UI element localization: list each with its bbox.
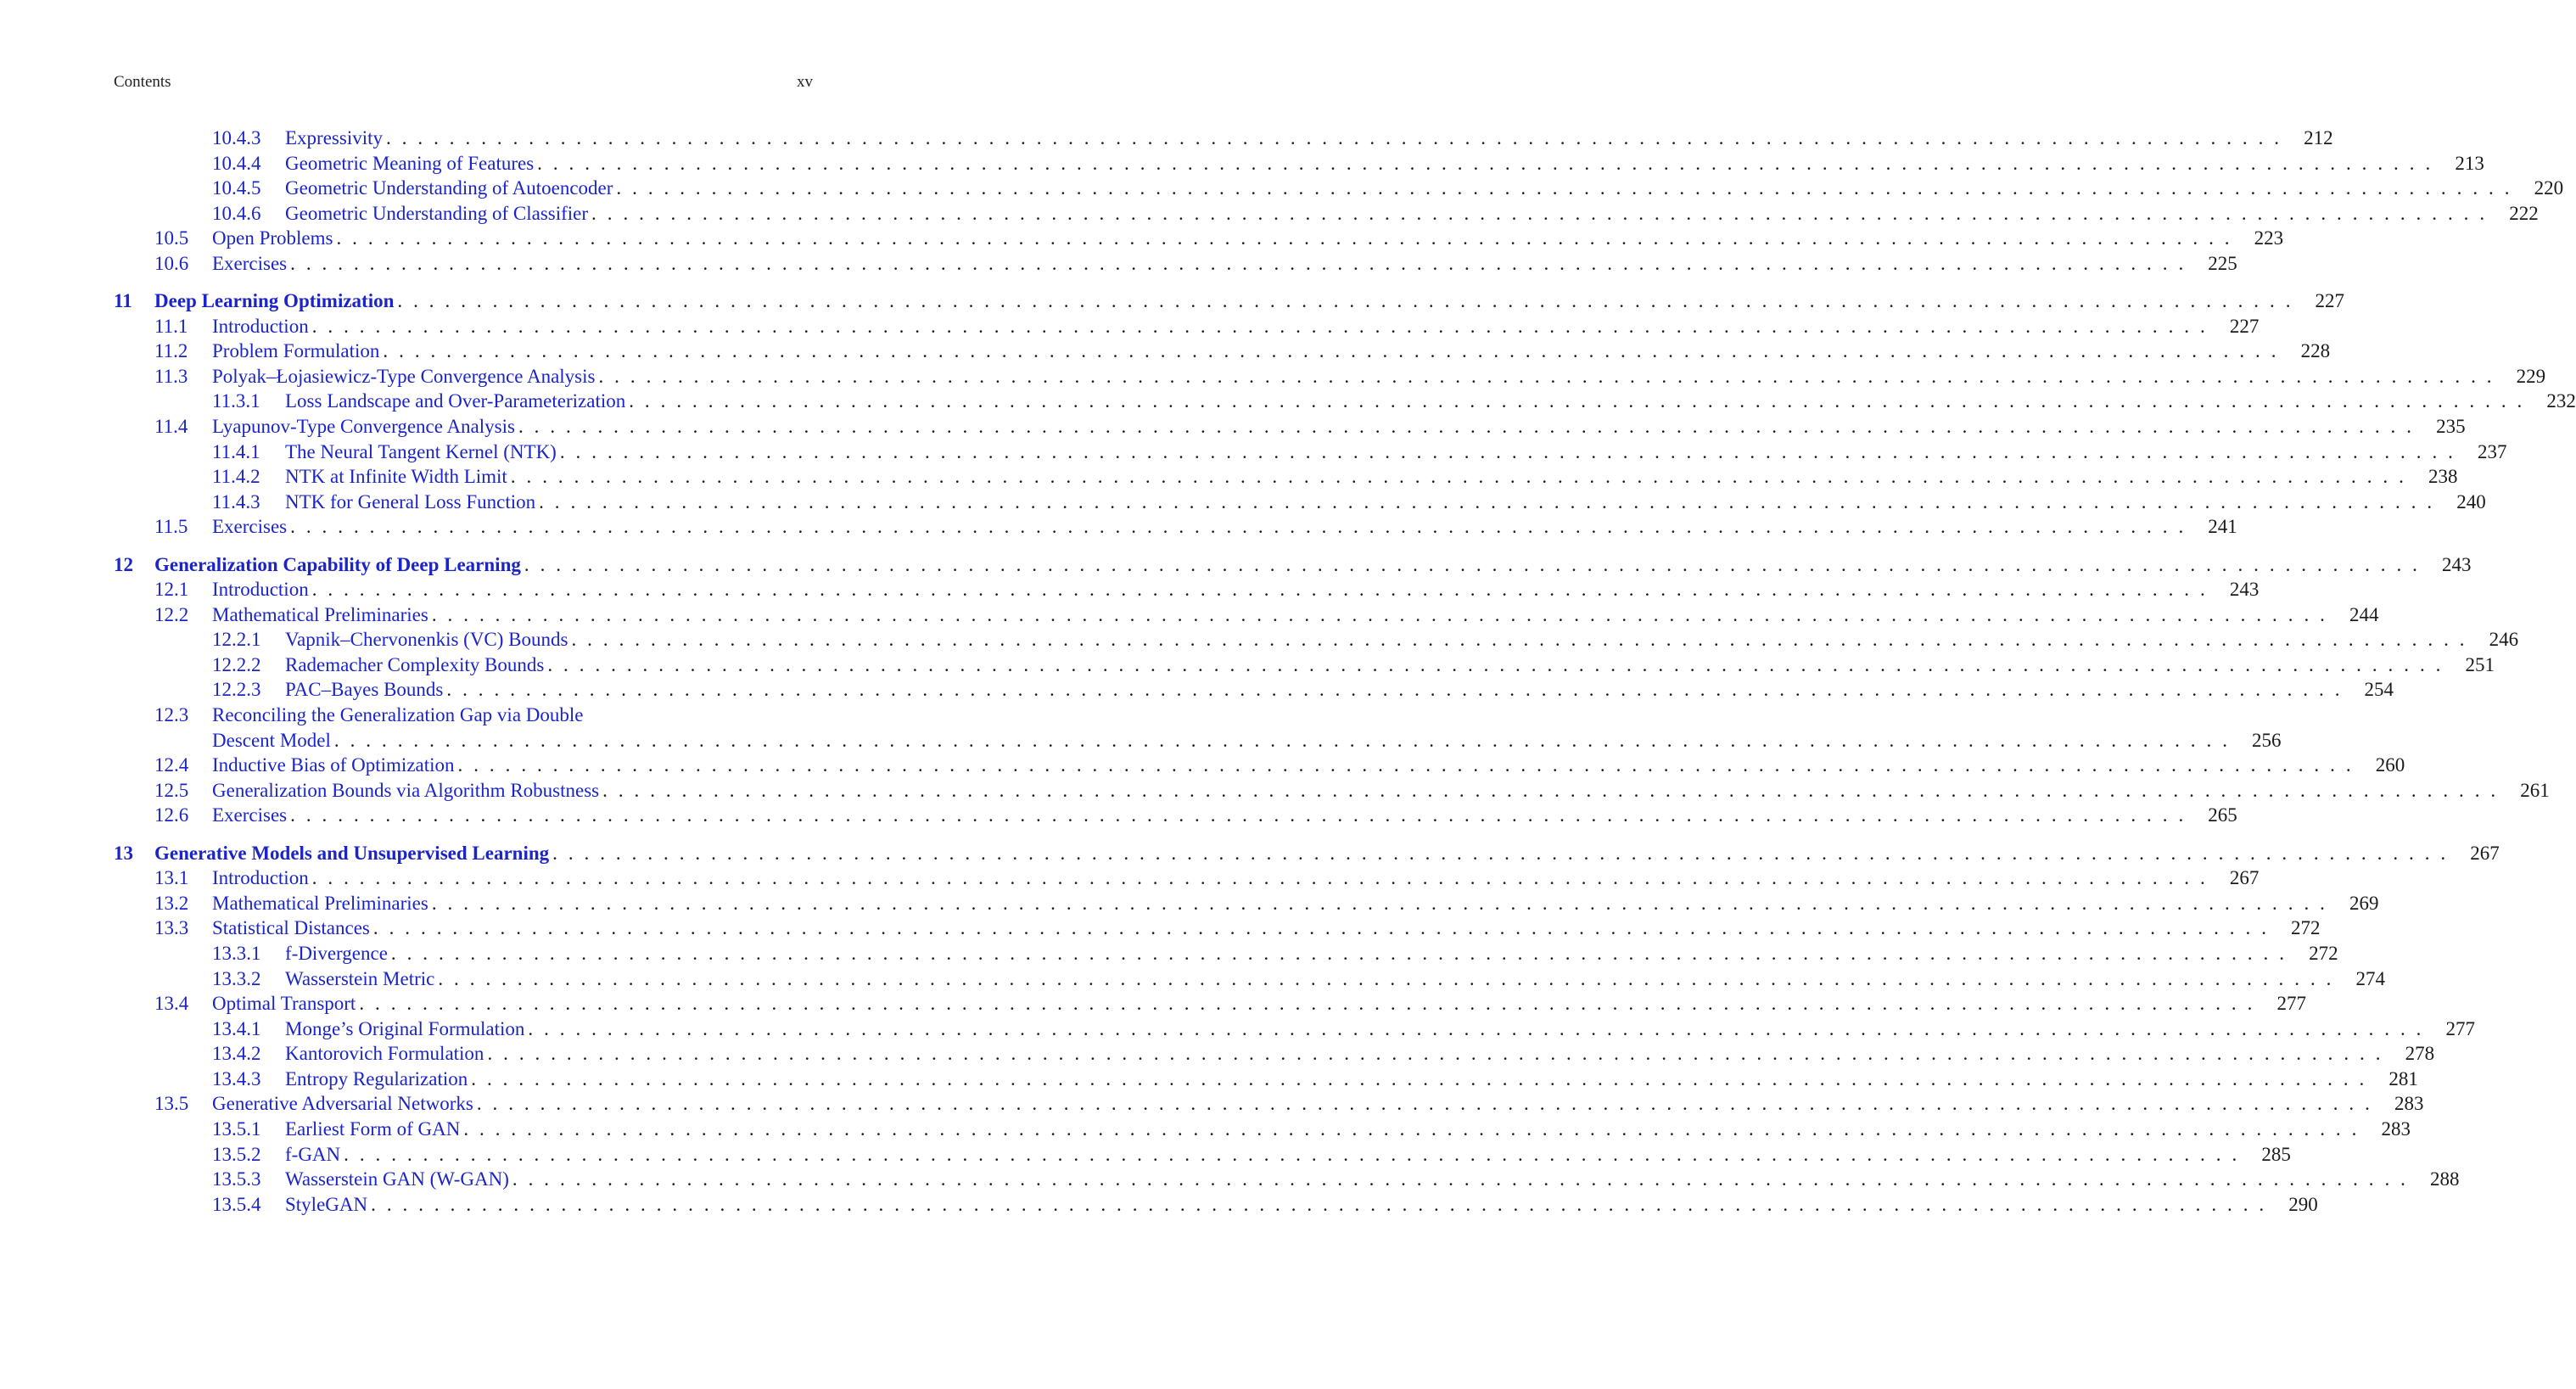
toc-entry-page: 232 [2546, 390, 2576, 412]
dot-leader: . . . . . . . . . . . . . . . . . . . . . . . . . . . . . . . . . . . . . . . . . . . . . . . . . . . . . . . . . . . . . . . . . . . . . . . . . . . . . . . . . . . . . . . . . . . . . . . . . . . . . . . . . . . . . . . . . . . . . . . . [476, 1093, 2373, 1115]
toc-entry-number: 12.2 [154, 603, 189, 625]
toc-entry-number: 12.5 [154, 779, 189, 801]
toc-section-entry[interactable] [114, 226, 2284, 251]
toc-entry-title[interactable]: Descent Model [212, 729, 331, 751]
toc-entry-title[interactable]: Expressivity [285, 127, 383, 148]
toc-section-entry[interactable] [114, 728, 2282, 753]
toc-entry-line [212, 778, 2550, 804]
toc-entry-page: 222 [2509, 202, 2539, 224]
dot-leader: . . . . . . . . . . . . . . . . . . . . . . . . . . . . . . . . . . . . . . . . . . . . . . . . . . . . . . . . . . . . . . . . . . . . . . . . . . . . . . . . . . . . . . . . . . . . . . . . . . . . . . . . . . . . . . . . . . . . . . . . [518, 416, 2415, 438]
toc-section-entry[interactable] [114, 577, 2260, 602]
toc-entry-line [212, 753, 2405, 778]
toc-entry-page: 283 [2394, 1093, 2424, 1115]
toc-entry-number: 11.2 [154, 340, 188, 362]
toc-entry-page: 220 [2534, 177, 2564, 199]
toc-subsection-entry[interactable] [114, 677, 2394, 703]
toc-entry-number: 13.5 [154, 1093, 189, 1115]
toc-subsection-entry[interactable] [114, 1041, 2435, 1067]
toc-entry-number: 13.4.2 [212, 1043, 261, 1065]
toc-entry-number: 13.4 [154, 993, 189, 1015]
toc-entry-page: 228 [2300, 340, 2331, 362]
toc-entry-line [154, 288, 2345, 314]
toc-entry-page: 251 [2465, 653, 2495, 675]
toc-entry-page: 285 [2261, 1143, 2291, 1165]
dot-leader: . . . . . . . . . . . . . . . . . . . . . . . . . . . . . . . . . . . . . . . . . . . . . . . . . . . . . . . . . . . . . . . . . . . . . . . . . . . . . . . . . . . . . . . . . . . . . . . . . . . . . . . . . . . . . . . . . . . . . . . . [446, 679, 2344, 701]
toc-entry-page: 277 [2276, 993, 2306, 1015]
toc-entry-title[interactable]: NTK for General Loss Function [285, 490, 536, 512]
toc-entry-page: 254 [2364, 679, 2394, 701]
toc-entry-number: 11.5 [154, 516, 188, 538]
toc-entry-number: 11.4.3 [212, 490, 260, 512]
toc-entry-page: 288 [2430, 1168, 2460, 1190]
toc-entry-number: 13.3.2 [212, 967, 261, 989]
toc-entry-title[interactable]: Geometric Understanding of Autoencoder [285, 177, 613, 199]
toc-section-entry[interactable] [114, 865, 2260, 891]
dot-leader: . . . . . . . . . . . . . . . . . . . . . . . . . . . . . . . . . . . . . . . . . . . . . . . . . . . . . . . . . . . . . . . . . . . . . . . . . . . . . . . . . . . . . . . . . . . . . . . . . . . . . . . . . . . . . . . . . . . . . . . . [390, 942, 2288, 964]
toc-entry-line [212, 865, 2260, 891]
toc-entry-title[interactable]: Introduction [212, 867, 309, 889]
toc-section-entry[interactable] [114, 778, 2550, 804]
dot-leader: . . . . . . . . . . . . . . . . . . . . . . . . . . . . . . . . . . . . . . . . . . . . . . . . . . . . . . . . . . . . . . . . . . . . . . . . . . . . . . . . . . . . . . . . . . . . . . . . . . . . . . . . . . . . . . . . . . . . . . . . [591, 202, 2488, 224]
toc-entry-page: 283 [2381, 1118, 2411, 1140]
page-number: xv [797, 73, 813, 91]
toc-entry-number: 13 [114, 842, 133, 864]
toc-entry-title[interactable]: Exercises [212, 516, 288, 538]
toc-entry-title[interactable]: Entropy Regularization [285, 1067, 468, 1089]
toc-entry-line [154, 552, 2472, 578]
toc-entry-title[interactable]: Earliest Form of GAN [285, 1118, 461, 1140]
toc-entry-line [212, 803, 2237, 828]
toc-entry-title[interactable]: Problem Formulation [212, 340, 380, 362]
toc-subsection-entry[interactable] [114, 627, 2519, 652]
toc-entry-line [285, 389, 2576, 414]
toc-section-entry[interactable] [114, 1091, 2424, 1117]
toc-entry-page: 274 [2355, 967, 2385, 989]
toc-entry-line [285, 1067, 2418, 1092]
toc-entry-line [212, 251, 2237, 277]
toc-entry-number: 11.4.1 [212, 440, 260, 462]
toc-entry-line [285, 1142, 2291, 1168]
toc-entry-line [285, 1017, 2476, 1042]
dot-leader: . . . . . . . . . . . . . . . . . . . . . . . . . . . . . . . . . . . . . . . . . . . . . . . . . . . . . . . . . . . . . . . . . . . . . . . . . . . . . . . . . . . . . . . . . . . . . . . . . . . . . . . . . . . . . . . . . . . . . . . . [397, 290, 2294, 312]
toc-section-entry[interactable] [114, 753, 2405, 778]
toc-entry-title[interactable]: Monge’s Original Formulation [285, 1017, 525, 1039]
toc-entry-title[interactable]: Polyak–Łojasiewicz-Type Convergence Analysis [212, 365, 596, 387]
toc-section-entry[interactable] [114, 991, 2306, 1017]
toc-entry-number: 13.4.1 [212, 1017, 261, 1039]
toc-section-entry[interactable] [114, 414, 2466, 440]
dot-leader: . . . . . . . . . . . . . . . . . . . . . . . . . . . . . . . . . . . . . . . . . . . . . . . . . . . . . . . . . . . . . . . . . . . . . . . . . . . . . . . . . . . . . . . . . . . . . . . . . . . . . . . . . . . . . . . . . . . . . . . . [552, 842, 2449, 864]
toc-entry-page: 272 [2291, 917, 2321, 939]
toc-entry-line [285, 677, 2394, 703]
toc-entry-page: 235 [2436, 416, 2466, 438]
toc-entry-title[interactable]: Geometric Meaning of Features [285, 152, 535, 174]
dot-leader: . . . . . . . . . . . . . . . . . . . . . . . . . . . . . . . . . . . . . . . . . . . . . . . . . . . . . . . . . . . . . . . . . . . . . . . . . . . . . . . . . . . . . . . . . . . . . . . . . . . . . . . . . . . . . . . . . . . . . . . . [571, 629, 2468, 651]
running-head-title: Contents [114, 73, 171, 91]
toc-entry-number: 13.5.1 [212, 1118, 261, 1140]
toc-entry-line [285, 1041, 2435, 1067]
toc-entry-number: 12.4 [154, 754, 189, 776]
toc-entry-page: 243 [2229, 579, 2260, 601]
toc-entry-number: 13.5.2 [212, 1143, 261, 1165]
dot-leader: . . . . . . . . . . . . . . . . . . . . . . . . . . . . . . . . . . . . . . . . . . . . . . . . . . . . . . . . . . . . . . . . . . . . . . . . . . . . . . . . . . . . . . . . . . . . . . . . . . . . . . . . . . . . . . . . . . . . . . . . [438, 967, 2334, 989]
toc-entry-number: 12.3 [154, 704, 189, 726]
dot-leader: . . . . . . . . . . . . . . . . . . . . . . . . . . . . . . . . . . . . . . . . . . . . . . . . . . . . . . . . . . . . . . . . . . . . . . . . . . . . . . . . . . . . . . . . . . . . . . . . . . . . . . . . . . . . . . . . . . . . . . . . [383, 340, 2280, 362]
dot-leader: . . . . . . . . . . . . . . . . . . . . . . . . . . . . . . . . . . . . . . . . . . . . . . . . . . . . . . . . . . . . . . . . . . . . . . . . . . . . . . . . . . . . . . . . . . . . . . . . . . . . . . . . . . . . . . . . . . . . . . . . [512, 1168, 2409, 1190]
toc-entry-title[interactable]: Geometric Understanding of Classifier [285, 202, 589, 224]
dot-leader: . . . . . . . . . . . . . . . . . . . . . . . . . . . . . . . . . . . . . . . . . . . . . . . . . . . . . . . . . . . . . . . . . . . . . . . . . . . . . . . . . . . . . . . . . . . . . . . . . . . . . . . . . . . . . . . . . . . . . . . . [344, 1143, 2240, 1165]
dot-leader: . . . . . . . . . . . . . . . . . . . . . . . . . . . . . . . . . . . . . . . . . . . . . . . . . . . . . . . . . . . . . . . . . . . . . . . . . . . . . . . . . . . . . . . . . . . . . . . . . . . . . . . . . . . . . . . . . . . . . . . . [602, 779, 2499, 801]
toc-entry-number: 13.3 [154, 917, 189, 939]
dot-leader: . . . . . . . . . . . . . . . . . . . . . . . . . . . . . . . . . . . . . . . . . . . . . . . . . . . . . . . . . . . . . . . . . . . . . . . . . . . . . . . . . . . . . . . . . . . . . . . . . . . . . . . . . . . . . . . . . . . . . . . . [457, 754, 2355, 776]
toc-entry-page: 290 [2288, 1193, 2318, 1215]
toc-entry-title[interactable]: Open Problems [212, 227, 333, 249]
toc-entry-title[interactable]: Generalization Capability of Deep Learning [154, 553, 521, 575]
toc-entry-title[interactable]: Wasserstein Metric [285, 967, 435, 989]
toc-entry-title[interactable]: Kantorovich Formulation [285, 1043, 484, 1065]
toc-entry-number: 10.4.4 [212, 152, 261, 174]
toc-section-entry[interactable] [114, 251, 2237, 277]
toc-entry-page: 260 [2375, 754, 2405, 776]
toc-entry-page: 269 [2349, 892, 2379, 914]
toc-entry-number: 13.5.3 [212, 1168, 261, 1190]
toc-section-entry[interactable] [114, 339, 2331, 364]
toc-subsection-entry[interactable] [114, 652, 2495, 678]
toc-subsection-entry[interactable] [114, 966, 2385, 992]
toc-section-entry[interactable] [114, 916, 2321, 941]
toc-entry-title[interactable]: Optimal Transport [212, 993, 356, 1015]
dot-leader: . . . . . . . . . . . . . . . . . . . . . . . . . . . . . . . . . . . . . . . . . . . . . . . . . . . . . . . . . . . . . . . . . . . . . . . . . . . . . . . . . . . . . . . . . . . . . . . . . . . . . . . . . . . . . . . . . . . . . . . . [431, 892, 2328, 914]
toc-entry-title[interactable]: f-GAN [285, 1143, 341, 1165]
toc-entry-page: 229 [2516, 365, 2546, 387]
toc-entry-title[interactable]: Lyapunov-Type Convergence Analysis [212, 416, 515, 438]
dot-leader: . . . . . . . . . . . . . . . . . . . . . . . . . . . . . . . . . . . . . . . . . . . . . . . . . . . . . . . . . . . . . . . . . . . . . . . . . . . . . . . . . . . . . . . . . . . . . . . . . . . . . . . . . . . . . . . . . . . . . . . . [510, 466, 2407, 488]
toc-entry-page: 261 [2520, 779, 2550, 801]
toc-entry-title[interactable]: Introduction [212, 579, 309, 601]
toc-entry-number: 10.6 [154, 252, 189, 274]
toc-entry-title[interactable]: Vapnik–Chervonenkis (VC) Bounds [285, 629, 568, 651]
dot-leader: . . . . . . . . . . . . . . . . . . . . . . . . . . . . . . . . . . . . . . . . . . . . . . . . . . . . . . . . . . . . . . . . . . . . . . . . . . . . . . . . . . . . . . . . . . . . . . . . . . . . . . . . . . . . . . . . . . . . . . . . [559, 440, 2456, 462]
dot-leader: . . . . . . . . . . . . . . . . . . . . . . . . . . . . . . . . . . . . . . . . . . . . . . . . . . . . . . . . . . . . . . . . . . . . . . . . . . . . . . . . . . . . . . . . . . . . . . . . . . . . . . . . . . . . . . . . . . . . . . . . [629, 390, 2525, 412]
toc-subsection-entry[interactable] [114, 1192, 2318, 1218]
toc-subsection-entry[interactable] [114, 1067, 2418, 1092]
toc-entry-title[interactable]: Reconciling the Generalization Gap via Double [212, 704, 584, 726]
toc-subsection-entry[interactable] [114, 389, 2576, 414]
toc-entry-title[interactable]: Exercises [212, 804, 288, 826]
toc-subsection-entry[interactable] [114, 1167, 2460, 1192]
toc-entry-line [212, 226, 2284, 251]
toc-entry-page: 225 [2208, 252, 2237, 274]
dot-leader: . . . . . . . . . . . . . . . . . . . . . . . . . . . . . . . . . . . . . . . . . . . . . . . . . . . . . . . . . . . . . . . . . . . . . . . . . . . . . . . . . . . . . . . . . . . . . . . . . . . . . . . . . . . . . . . . . . . . . . . . [386, 127, 2282, 148]
toc-section-entry[interactable] [114, 364, 2546, 389]
toc-entry-number: 10.5 [154, 227, 189, 249]
toc-entry-page: 267 [2229, 867, 2260, 889]
toc-entry-number: 13.4.3 [212, 1067, 261, 1089]
toc-entry-line [285, 1167, 2460, 1192]
dot-leader: . . . . . . . . . . . . . . . . . . . . . . . . . . . . . . . . . . . . . . . . . . . . . . . . . . . . . . . . . . . . . . . . . . . . . . . . . . . . . . . . . . . . . . . . . . . . . . . . . . . . . . . . . . . . . . . . . . . . . . . . [463, 1118, 2360, 1140]
toc-entry-number: 11.3 [154, 365, 188, 387]
dot-leader: . . . . . . . . . . . . . . . . . . . . . . . . . . . . . . . . . . . . . . . . . . . . . . . . . . . . . . . . . . . . . . . . . . . . . . . . . . . . . . . . . . . . . . . . . . . . . . . . . . . . . . . . . . . . . . . . . . . . . . . . [537, 152, 2433, 174]
toc-subsection-entry[interactable] [114, 440, 2507, 465]
toc-subsection-entry[interactable] [114, 490, 2486, 515]
toc-entry-title[interactable]: Mathematical Preliminaries [212, 603, 428, 625]
toc-subsection-entry[interactable] [114, 1142, 2291, 1168]
toc-entry-line [212, 514, 2237, 540]
toc-entry-number: 13.3.1 [212, 942, 261, 964]
toc-entry-number: 11.4.2 [212, 466, 260, 488]
toc-subsection-entry[interactable] [114, 464, 2458, 490]
toc-section-entry[interactable] [114, 703, 813, 728]
toc-entry-number: 12.6 [154, 804, 189, 826]
toc-entry-title[interactable]: Rademacher Complexity Bounds [285, 653, 545, 675]
toc-subsection-entry[interactable] [114, 151, 2484, 176]
dot-leader: . . . . . . . . . . . . . . . . . . . . . . . . . . . . . . . . . . . . . . . . . . . . . . . . . . . . . . . . . . . . . . . . . . . . . . . . . . . . . . . . . . . . . . . . . . . . . . . . . . . . . . . . . . . . . . . . . . . . . . . . [547, 653, 2444, 675]
toc-entry-title[interactable]: Generalization Bounds via Algorithm Robustness [212, 779, 600, 801]
toc-entry-line [212, 314, 2260, 339]
toc-subsection-entry[interactable] [114, 126, 2333, 151]
toc-entry-number: 11.1 [154, 315, 188, 337]
dot-leader: . . . . . . . . . . . . . . . . . . . . . . . . . . . . . . . . . . . . . . . . . . . . . . . . . . . . . . . . . . . . . . . . . . . . . . . . . . . . . . . . . . . . . . . . . . . . . . . . . . . . . . . . . . . . . . . . . . . . . . . . [471, 1067, 2367, 1089]
toc-entry-title[interactable]: Deep Learning Optimization [154, 290, 395, 312]
dot-leader: . . . . . . . . . . . . . . . . . . . . . . . . . . . . . . . . . . . . . . . . . . . . . . . . . . . . . . . . . . . . . . . . . . . . . . . . . . . . . . . . . . . . . . . . . . . . . . . . . . . . . . . . . . . . . . . . . . . . . . . . [311, 579, 2209, 601]
toc-subsection-entry[interactable] [114, 176, 2564, 201]
table-of-contents [114, 126, 2576, 1217]
toc-section-entry[interactable] [114, 803, 2237, 828]
dot-leader: . . . . . . . . . . . . . . . . . . . . . . . . . . . . . . . . . . . . . . . . . . . . . . . . . . . . . . . . . . . . . . . . . . . . . . . . . . . . . . . . . . . . . . . . . . . . . . . . . . . . . . . . . . . . . . . . . . . . . . . . [311, 867, 2209, 889]
toc-entry-line [285, 176, 2564, 201]
toc-entry-page: 212 [2304, 127, 2333, 148]
toc-section-entry[interactable] [114, 314, 2260, 339]
toc-entry-number: 13.1 [154, 867, 189, 889]
toc-entry-title[interactable]: Statistical Distances [212, 917, 370, 939]
toc-entry-line [285, 490, 2486, 515]
dot-leader: . . . . . . . . . . . . . . . . . . . . . . . . . . . . . . . . . . . . . . . . . . . . . . . . . . . . . . . . . . . . . . . . . . . . . . . . . . . . . . . . . . . . . . . . . . . . . . . . . . . . . . . . . . . . . . . . . . . . . . . . [311, 315, 2209, 337]
dot-leader: . . . . . . . . . . . . . . . . . . . . . . . . . . . . . . . . . . . . . . . . . . . . . . . . . . . . . . . . . . . . . . . . . . . . . . . . . . . . . . . . . . . . . . . . . . . . . . . . . . . . . . . . . . . . . . . . . . . . . . . . [616, 177, 2513, 199]
toc-entry-line [285, 627, 2519, 652]
toc-entry-title[interactable]: StyleGAN [285, 1193, 368, 1215]
toc-entry-page: 267 [2470, 842, 2500, 864]
running-head [114, 73, 813, 92]
toc-entry-number: 10.4.6 [212, 202, 261, 224]
toc-chapter-entry[interactable] [114, 841, 2500, 866]
dot-leader: . . . . . . . . . . . . . . . . . . . . . . . . . . . . . . . . . . . . . . . . . . . . . . . . . . . . . . . . . . . . . . . . . . . . . . . . . . . . . . . . . . . . . . . . . . . . . . . . . . . . . . . . . . . . . . . . . . . . . . . . [290, 516, 2187, 538]
toc-entry-line [212, 577, 2260, 602]
toc-entry-title[interactable]: Mathematical Preliminaries [212, 892, 428, 914]
toc-entry-page: 227 [2315, 290, 2345, 312]
toc-subsection-entry[interactable] [114, 1017, 2476, 1042]
toc-entry-line [212, 728, 2282, 753]
toc-chapter-entry[interactable] [114, 552, 2472, 578]
toc-entry-title[interactable]: Wasserstein GAN (W-GAN) [285, 1168, 509, 1190]
toc-entry-number: 10.4.5 [212, 177, 261, 199]
toc-entry-line [285, 1192, 2318, 1218]
toc-entry-line [285, 464, 2458, 490]
dot-leader: . . . . . . . . . . . . . . . . . . . . . . . . . . . . . . . . . . . . . . . . . . . . . . . . . . . . . . . . . . . . . . . . . . . . . . . . . . . . . . . . . . . . . . . . . . . . . . . . . . . . . . . . . . . . . . . . . . . . . . . . [359, 993, 2255, 1015]
toc-entry-line [285, 126, 2333, 151]
dot-leader: . . . . . . . . . . . . . . . . . . . . . . . . . . . . . . . . . . . . . . . . . . . . . . . . . . . . . . . . . . . . . . . . . . . . . . . . . . . . . . . . . . . . . . . . . . . . . . . . . . . . . . . . . . . . . . . . . . . . . . . . [290, 804, 2187, 826]
toc-chapter-entry[interactable] [114, 288, 2345, 314]
dot-leader: . . . . . . . . . . . . . . . . . . . . . . . . . . . . . . . . . . . . . . . . . . . . . . . . . . . . . . . . . . . . . . . . . . . . . . . . . . . . . . . . . . . . . . . . . . . . . . . . . . . . . . . . . . . . . . . . . . . . . . . . [336, 227, 2233, 249]
toc-entry-line [285, 652, 2495, 678]
toc-entry-line [285, 201, 2539, 227]
toc-entry-page: 277 [2445, 1017, 2476, 1039]
toc-entry-line [212, 339, 2331, 364]
toc-entry-number: 11.4 [154, 416, 188, 438]
toc-entry-line [212, 916, 2321, 941]
toc-entry-line [212, 703, 813, 728]
toc-entry-number: 11.3.1 [212, 390, 260, 412]
toc-entry-line [212, 602, 2379, 628]
toc-entry-page: 256 [2252, 729, 2282, 751]
toc-entry-title[interactable]: Introduction [212, 315, 309, 337]
toc-entry-number: 12.2.3 [212, 679, 261, 701]
dot-leader: . . . . . . . . . . . . . . . . . . . . . . . . . . . . . . . . . . . . . . . . . . . . . . . . . . . . . . . . . . . . . . . . . . . . . . . . . . . . . . . . . . . . . . . . . . . . . . . . . . . . . . . . . . . . . . . . . . . . . . . . [290, 252, 2187, 274]
toc-entry-page: 265 [2208, 804, 2237, 826]
toc-entry-page: 272 [2309, 942, 2338, 964]
toc-entry-line [285, 151, 2484, 176]
dot-leader: . . . . . . . . . . . . . . . . . . . . . . . . . . . . . . . . . . . . . . . . . . . . . . . . . . . . . . . . . . . . . . . . . . . . . . . . . . . . . . . . . . . . . . . . . . . . . . . . . . . . . . . . . . . . . . . . . . . . . . . . [539, 490, 2435, 512]
toc-entry-number: 13.5.4 [212, 1193, 261, 1215]
toc-subsection-entry[interactable] [114, 941, 2338, 966]
toc-entry-number: 12.2.1 [212, 629, 261, 651]
toc-entry-line [212, 414, 2466, 440]
toc-entry-title[interactable]: Inductive Bias of Optimization [212, 754, 455, 776]
toc-entry-line [212, 364, 2546, 389]
toc-entry-line [285, 966, 2385, 992]
toc-entry-line [212, 1091, 2424, 1117]
toc-entry-line [285, 440, 2507, 465]
toc-entry-title[interactable]: Generative Adversarial Networks [212, 1093, 473, 1115]
toc-entry-page: 246 [2489, 629, 2519, 651]
dot-leader: . . . . . . . . . . . . . . . . . . . . . . . . . . . . . . . . . . . . . . . . . . . . . . . . . . . . . . . . . . . . . . . . . . . . . . . . . . . . . . . . . . . . . . . . . . . . . . . . . . . . . . . . . . . . . . . . . . . . . . . . [487, 1043, 2384, 1065]
toc-entry-title[interactable]: PAC–Bayes Bounds [285, 679, 444, 701]
dot-leader: . . . . . . . . . . . . . . . . . . . . . . . . . . . . . . . . . . . . . . . . . . . . . . . . . . . . . . . . . . . . . . . . . . . . . . . . . . . . . . . . . . . . . . . . . . . . . . . . . . . . . . . . . . . . . . . . . . . . . . . . [372, 917, 2270, 939]
toc-section-entry[interactable] [114, 514, 2237, 540]
toc-entry-line [212, 891, 2379, 916]
toc-entry-line [154, 841, 2500, 866]
toc-entry-number: 12.1 [154, 579, 189, 601]
toc-subsection-entry[interactable] [114, 201, 2539, 227]
toc-entry-line [285, 1117, 2411, 1142]
toc-entry-title[interactable]: NTK at Infinite Width Limit [285, 466, 507, 488]
toc-entry-page: 213 [2455, 152, 2484, 174]
toc-entry-number: 12 [114, 553, 133, 575]
toc-entry-page: 244 [2349, 603, 2379, 625]
toc-entry-page: 281 [2388, 1067, 2418, 1089]
dot-leader: . . . . . . . . . . . . . . . . . . . . . . . . . . . . . . . . . . . . . . . . . . . . . . . . . . . . . . . . . . . . . . . . . . . . . . . . . . . . . . . . . . . . . . . . . . . . . . . . . . . . . . . . . . . . . . . . . . . . . . . . [431, 603, 2328, 625]
toc-entry-page: 238 [2428, 466, 2458, 488]
toc-subsection-entry[interactable] [114, 1117, 2411, 1142]
toc-entry-title[interactable]: f-Divergence [285, 942, 388, 964]
toc-entry-page: 223 [2254, 227, 2284, 249]
toc-entry-page: 243 [2442, 553, 2472, 575]
dot-leader: . . . . . . . . . . . . . . . . . . . . . . . . . . . . . . . . . . . . . . . . . . . . . . . . . . . . . . . . . . . . . . . . . . . . . . . . . . . . . . . . . . . . . . . . . . . . . . . . . . . . . . . . . . . . . . . . . . . . . . . . [598, 365, 2495, 387]
toc-section-entry[interactable] [114, 891, 2379, 916]
toc-entry-title[interactable]: Generative Models and Unsupervised Learning [154, 842, 550, 864]
toc-entry-title[interactable]: Exercises [212, 252, 288, 274]
toc-entry-page: 240 [2456, 490, 2486, 512]
dot-leader: . . . . . . . . . . . . . . . . . . . . . . . . . . . . . . . . . . . . . . . . . . . . . . . . . . . . . . . . . . . . . . . . . . . . . . . . . . . . . . . . . . . . . . . . . . . . . . . . . . . . . . . . . . . . . . . . . . . . . . . . [524, 553, 2421, 575]
toc-entry-page: 278 [2405, 1043, 2435, 1065]
dot-leader: . . . . . . . . . . . . . . . . . . . . . . . . . . . . . . . . . . . . . . . . . . . . . . . . . . . . . . . . . . . . . . . . . . . . . . . . . . . . . . . . . . . . . . . . . . . . . . . . . . . . . . . . . . . . . . . . . . . . . . . . [333, 729, 2231, 751]
toc-entry-page: 237 [2478, 440, 2507, 462]
toc-entry-number: 11 [114, 290, 132, 312]
dot-leader: . . . . . . . . . . . . . . . . . . . . . . . . . . . . . . . . . . . . . . . . . . . . . . . . . . . . . . . . . . . . . . . . . . . . . . . . . . . . . . . . . . . . . . . . . . . . . . . . . . . . . . . . . . . . . . . . . . . . . . . . [528, 1017, 2425, 1039]
toc-entry-title[interactable]: The Neural Tangent Kernel (NTK) [285, 440, 557, 462]
toc-entry-number: 13.2 [154, 892, 189, 914]
dot-leader: . . . . . . . . . . . . . . . . . . . . . . . . . . . . . . . . . . . . . . . . . . . . . . . . . . . . . . . . . . . . . . . . . . . . . . . . . . . . . . . . . . . . . . . . . . . . . . . . . . . . . . . . . . . . . . . . . . . . . . . . [371, 1193, 2267, 1215]
toc-entry-number: 12.2.2 [212, 653, 261, 675]
toc-entry-number: 10.4.3 [212, 127, 261, 148]
toc-section-entry[interactable] [114, 602, 2379, 628]
toc-entry-line [212, 991, 2306, 1017]
toc-entry-line [285, 941, 2338, 966]
toc-entry-page: 227 [2229, 315, 2260, 337]
toc-entry-title[interactable]: Loss Landscape and Over-Parameterization [285, 390, 626, 412]
toc-entry-page: 241 [2208, 516, 2237, 538]
